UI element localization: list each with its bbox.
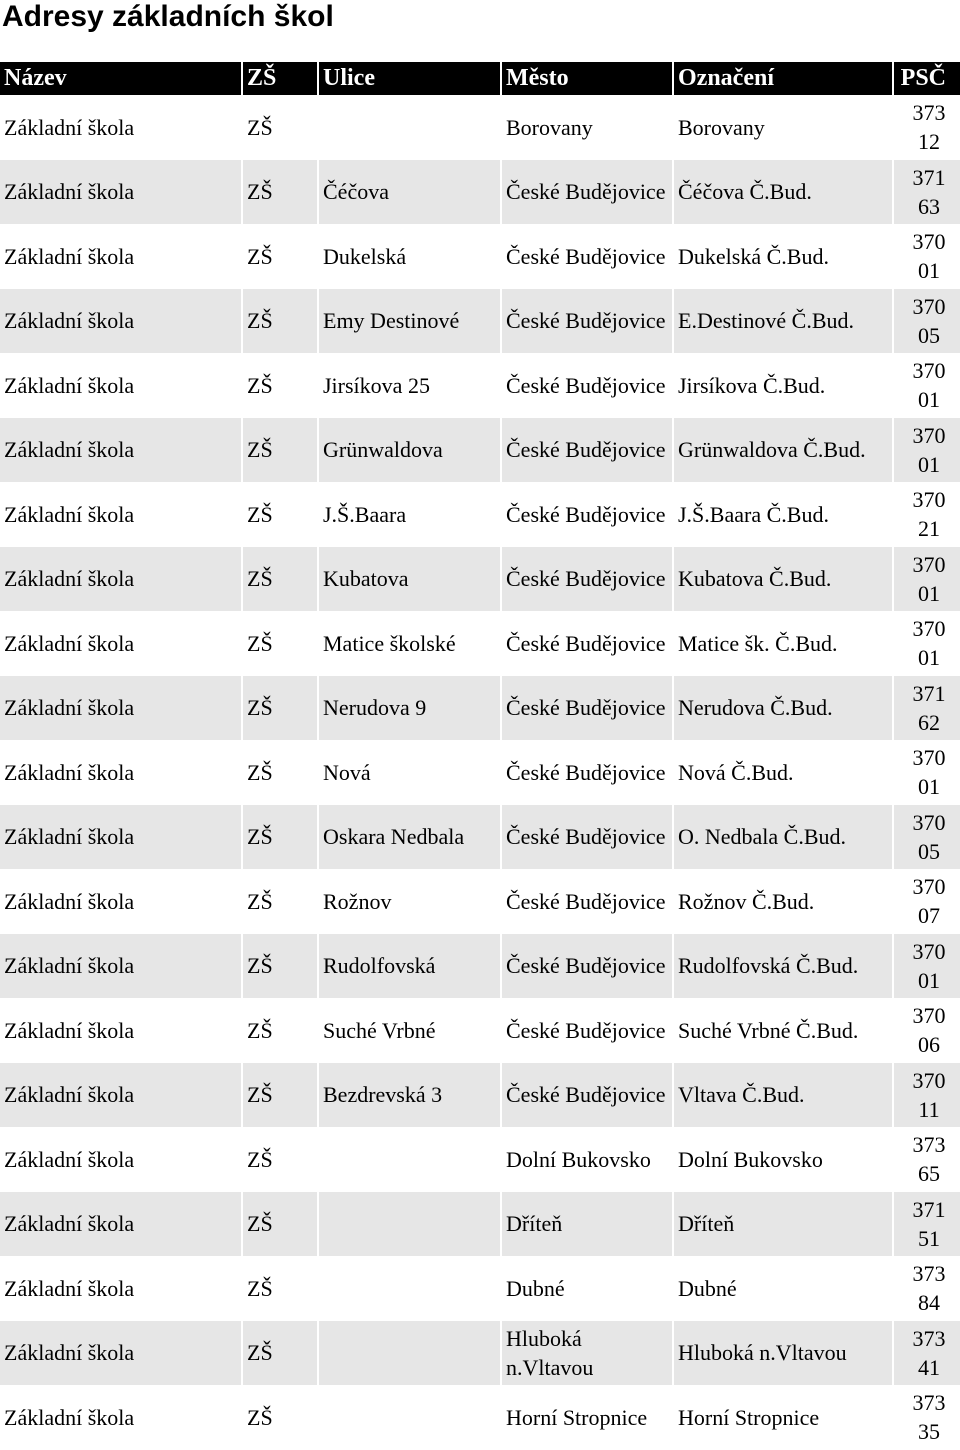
psc-part-1: 373 bbox=[912, 1261, 946, 1287]
cell-street: Bezdrevská 3 bbox=[318, 1063, 501, 1128]
cell-psc bbox=[893, 160, 960, 225]
cell-name: Základní škola bbox=[0, 1321, 242, 1386]
cell-label: Hluboká n.Vltavou bbox=[673, 1321, 893, 1386]
cell-city: České Budějovice bbox=[501, 676, 673, 741]
table-row bbox=[0, 418, 960, 483]
column-header-label: Označení bbox=[673, 62, 893, 95]
cell-psc bbox=[893, 1127, 960, 1192]
psc-part-2: 12 bbox=[918, 129, 940, 155]
cell-name: Základní škola bbox=[0, 1192, 242, 1257]
cell-psc bbox=[893, 547, 960, 612]
psc-part-1: 373 bbox=[912, 1390, 946, 1416]
cell-city: České Budějovice bbox=[501, 934, 673, 999]
cell-zs: ZŠ bbox=[242, 95, 318, 160]
cell-street: Čéčova bbox=[318, 160, 501, 225]
cell-name: Základní škola bbox=[0, 998, 242, 1063]
cell-label: Čéčova Č.Bud. bbox=[673, 160, 893, 225]
cell-street bbox=[318, 1192, 501, 1257]
psc-part-2: 01 bbox=[918, 645, 940, 671]
psc-part-2: 11 bbox=[918, 1096, 940, 1122]
cell-city: České Budějovice bbox=[501, 289, 673, 354]
cell-label: Dolní Bukovsko bbox=[673, 1127, 893, 1192]
psc-part-2: 01 bbox=[918, 451, 940, 477]
cell-psc bbox=[893, 611, 960, 676]
cell-street: Suché Vrbné bbox=[318, 998, 501, 1063]
cell-zs: ZŠ bbox=[242, 1063, 318, 1128]
cell-label: Dukelská Č.Bud. bbox=[673, 224, 893, 289]
cell-zs: ZŠ bbox=[242, 482, 318, 547]
psc-part-2: 07 bbox=[918, 903, 940, 929]
psc-part-2: 41 bbox=[918, 1354, 940, 1380]
psc-part-1: 373 bbox=[912, 1132, 946, 1158]
column-header-zs: ZŠ bbox=[242, 62, 318, 95]
psc-part-1: 370 bbox=[912, 229, 946, 255]
table-row bbox=[0, 1192, 960, 1257]
cell-psc bbox=[893, 1192, 960, 1257]
cell-city: České Budějovice bbox=[501, 418, 673, 483]
psc-part-1: 370 bbox=[912, 1003, 946, 1029]
table-header-row bbox=[0, 62, 960, 95]
cell-zs: ZŠ bbox=[242, 353, 318, 418]
cell-psc bbox=[893, 224, 960, 289]
cell-label: Suché Vrbné Č.Bud. bbox=[673, 998, 893, 1063]
cell-psc bbox=[893, 95, 960, 160]
cell-street: Emy Destinové bbox=[318, 289, 501, 354]
cell-name: Základní škola bbox=[0, 934, 242, 999]
psc-part-2: 62 bbox=[918, 709, 940, 735]
cell-street bbox=[318, 1321, 501, 1386]
cell-city: České Budějovice bbox=[501, 1063, 673, 1128]
table-row bbox=[0, 1321, 960, 1386]
cell-street bbox=[318, 95, 501, 160]
cell-name: Základní škola bbox=[0, 869, 242, 934]
cell-street: Jirsíkova 25 bbox=[318, 353, 501, 418]
cell-city: České Budějovice bbox=[501, 482, 673, 547]
cell-name: Základní škola bbox=[0, 1063, 242, 1128]
psc-part-2: 84 bbox=[918, 1290, 940, 1316]
cell-label: Grünwaldova Č.Bud. bbox=[673, 418, 893, 483]
table-row bbox=[0, 289, 960, 354]
cell-name: Základní škola bbox=[0, 353, 242, 418]
cell-city: Dubné bbox=[501, 1256, 673, 1321]
column-header-city: Město bbox=[501, 62, 673, 95]
cell-label: Horní Stropnice bbox=[673, 1385, 893, 1450]
table-body bbox=[0, 95, 960, 1450]
cell-psc bbox=[893, 998, 960, 1063]
psc-part-2: 05 bbox=[918, 322, 940, 348]
psc-part-2: 01 bbox=[918, 967, 940, 993]
column-header-name: Název bbox=[0, 62, 242, 95]
table-row bbox=[0, 611, 960, 676]
table-row bbox=[0, 869, 960, 934]
psc-part-1: 370 bbox=[912, 487, 946, 513]
cell-zs: ZŠ bbox=[242, 1127, 318, 1192]
cell-psc bbox=[893, 805, 960, 870]
cell-zs: ZŠ bbox=[242, 160, 318, 225]
cell-psc bbox=[893, 1321, 960, 1386]
cell-street: Nerudova 9 bbox=[318, 676, 501, 741]
cell-city: Hluboká n.Vltavou bbox=[501, 1321, 673, 1386]
cell-city: České Budějovice bbox=[501, 160, 673, 225]
psc-part-1: 370 bbox=[912, 551, 946, 577]
table-row bbox=[0, 676, 960, 741]
cell-zs: ZŠ bbox=[242, 805, 318, 870]
cell-zs: ZŠ bbox=[242, 1256, 318, 1321]
cell-zs: ZŠ bbox=[242, 676, 318, 741]
cell-label: Matice šk. Č.Bud. bbox=[673, 611, 893, 676]
psc-part-1: 370 bbox=[912, 293, 946, 319]
page-title: Adresy základních škol bbox=[2, 0, 334, 33]
column-header-street: Ulice bbox=[318, 62, 501, 95]
cell-city: České Budějovice bbox=[501, 805, 673, 870]
cell-zs: ZŠ bbox=[242, 869, 318, 934]
cell-label: Dubné bbox=[673, 1256, 893, 1321]
cell-name: Základní škola bbox=[0, 482, 242, 547]
psc-part-1: 371 bbox=[912, 164, 946, 190]
cell-city: Dříteň bbox=[501, 1192, 673, 1257]
cell-name: Základní škola bbox=[0, 740, 242, 805]
table-row bbox=[0, 353, 960, 418]
psc-part-1: 370 bbox=[912, 1067, 946, 1093]
cell-name: Základní škola bbox=[0, 547, 242, 612]
psc-part-1: 370 bbox=[912, 809, 946, 835]
cell-name: Základní škola bbox=[0, 418, 242, 483]
cell-label: E.Destinové Č.Bud. bbox=[673, 289, 893, 354]
cell-street bbox=[318, 1127, 501, 1192]
cell-city: Horní Stropnice bbox=[501, 1385, 673, 1450]
cell-zs: ZŠ bbox=[242, 224, 318, 289]
cell-label: Dříteň bbox=[673, 1192, 893, 1257]
psc-part-2: 01 bbox=[918, 774, 940, 800]
cell-street: Rožnov bbox=[318, 869, 501, 934]
psc-part-1: 373 bbox=[912, 1325, 946, 1351]
psc-part-2: 51 bbox=[918, 1225, 940, 1251]
table-row bbox=[0, 934, 960, 999]
cell-zs: ZŠ bbox=[242, 418, 318, 483]
cell-zs: ZŠ bbox=[242, 934, 318, 999]
cell-label: Rožnov Č.Bud. bbox=[673, 869, 893, 934]
cell-street: Kubatova bbox=[318, 547, 501, 612]
cell-city: České Budějovice bbox=[501, 998, 673, 1063]
cell-zs: ZŠ bbox=[242, 1385, 318, 1450]
schools-table bbox=[0, 62, 960, 1450]
psc-part-2: 35 bbox=[918, 1419, 940, 1445]
table-row bbox=[0, 547, 960, 612]
cell-psc bbox=[893, 482, 960, 547]
table-row bbox=[0, 95, 960, 160]
cell-psc bbox=[893, 289, 960, 354]
cell-street: Matice školské bbox=[318, 611, 501, 676]
cell-name: Základní škola bbox=[0, 1256, 242, 1321]
cell-city: České Budějovice bbox=[501, 547, 673, 612]
cell-label: Nerudova Č.Bud. bbox=[673, 676, 893, 741]
cell-city: České Budějovice bbox=[501, 740, 673, 805]
cell-label: Vltava Č.Bud. bbox=[673, 1063, 893, 1128]
cell-name: Základní škola bbox=[0, 160, 242, 225]
cell-city: Borovany bbox=[501, 95, 673, 160]
psc-part-1: 373 bbox=[912, 100, 946, 126]
cell-name: Základní škola bbox=[0, 289, 242, 354]
cell-psc bbox=[893, 740, 960, 805]
psc-part-1: 370 bbox=[912, 616, 946, 642]
cell-label: Kubatova Č.Bud. bbox=[673, 547, 893, 612]
psc-part-1: 370 bbox=[912, 745, 946, 771]
table-row bbox=[0, 1127, 960, 1192]
psc-part-1: 370 bbox=[912, 938, 946, 964]
cell-psc bbox=[893, 1063, 960, 1128]
psc-part-2: 63 bbox=[918, 193, 940, 219]
table-row bbox=[0, 998, 960, 1063]
cell-psc bbox=[893, 676, 960, 741]
psc-part-1: 371 bbox=[912, 680, 946, 706]
psc-part-2: 21 bbox=[918, 516, 940, 542]
psc-part-1: 371 bbox=[912, 1196, 946, 1222]
table-row bbox=[0, 1063, 960, 1128]
psc-part-1: 370 bbox=[912, 874, 946, 900]
cell-name: Základní škola bbox=[0, 95, 242, 160]
cell-zs: ZŠ bbox=[242, 1321, 318, 1386]
cell-label: O. Nedbala Č.Bud. bbox=[673, 805, 893, 870]
table-row bbox=[0, 482, 960, 547]
cell-street: Dukelská bbox=[318, 224, 501, 289]
table-row bbox=[0, 805, 960, 870]
cell-city: Dolní Bukovsko bbox=[501, 1127, 673, 1192]
psc-part-2: 65 bbox=[918, 1161, 940, 1187]
psc-part-1: 370 bbox=[912, 358, 946, 384]
cell-zs: ZŠ bbox=[242, 611, 318, 676]
cell-label: Jirsíkova Č.Bud. bbox=[673, 353, 893, 418]
cell-street bbox=[318, 1256, 501, 1321]
cell-street: J.Š.Baara bbox=[318, 482, 501, 547]
cell-zs: ZŠ bbox=[242, 547, 318, 612]
cell-street: Rudolfovská bbox=[318, 934, 501, 999]
cell-name: Základní škola bbox=[0, 224, 242, 289]
cell-street: Nová bbox=[318, 740, 501, 805]
cell-name: Základní škola bbox=[0, 1385, 242, 1450]
cell-zs: ZŠ bbox=[242, 289, 318, 354]
cell-city: České Budějovice bbox=[501, 611, 673, 676]
table-row bbox=[0, 160, 960, 225]
cell-name: Základní škola bbox=[0, 1127, 242, 1192]
cell-zs: ZŠ bbox=[242, 740, 318, 805]
psc-part-2: 01 bbox=[918, 387, 940, 413]
table-row bbox=[0, 1256, 960, 1321]
psc-part-2: 01 bbox=[918, 580, 940, 606]
cell-name: Základní škola bbox=[0, 676, 242, 741]
column-header-psc: PSČ bbox=[900, 65, 946, 91]
cell-street: Grünwaldova bbox=[318, 418, 501, 483]
cell-psc bbox=[893, 418, 960, 483]
psc-part-2: 05 bbox=[918, 838, 940, 864]
table-row bbox=[0, 740, 960, 805]
table-row bbox=[0, 224, 960, 289]
cell-psc bbox=[893, 934, 960, 999]
psc-part-2: 01 bbox=[918, 258, 940, 284]
cell-label: Rudolfovská Č.Bud. bbox=[673, 934, 893, 999]
psc-part-1: 370 bbox=[912, 422, 946, 448]
cell-psc bbox=[893, 1256, 960, 1321]
cell-label: Borovany bbox=[673, 95, 893, 160]
psc-part-2: 06 bbox=[918, 1032, 940, 1058]
cell-psc bbox=[893, 353, 960, 418]
cell-street: Oskara Nedbala bbox=[318, 805, 501, 870]
cell-label: J.Š.Baara Č.Bud. bbox=[673, 482, 893, 547]
cell-city: České Budějovice bbox=[501, 224, 673, 289]
cell-zs: ZŠ bbox=[242, 998, 318, 1063]
cell-label: Nová Č.Bud. bbox=[673, 740, 893, 805]
cell-city: České Budějovice bbox=[501, 353, 673, 418]
cell-zs: ZŠ bbox=[242, 1192, 318, 1257]
cell-psc bbox=[893, 869, 960, 934]
cell-name: Základní škola bbox=[0, 805, 242, 870]
cell-city: České Budějovice bbox=[501, 869, 673, 934]
cell-name: Základní škola bbox=[0, 611, 242, 676]
